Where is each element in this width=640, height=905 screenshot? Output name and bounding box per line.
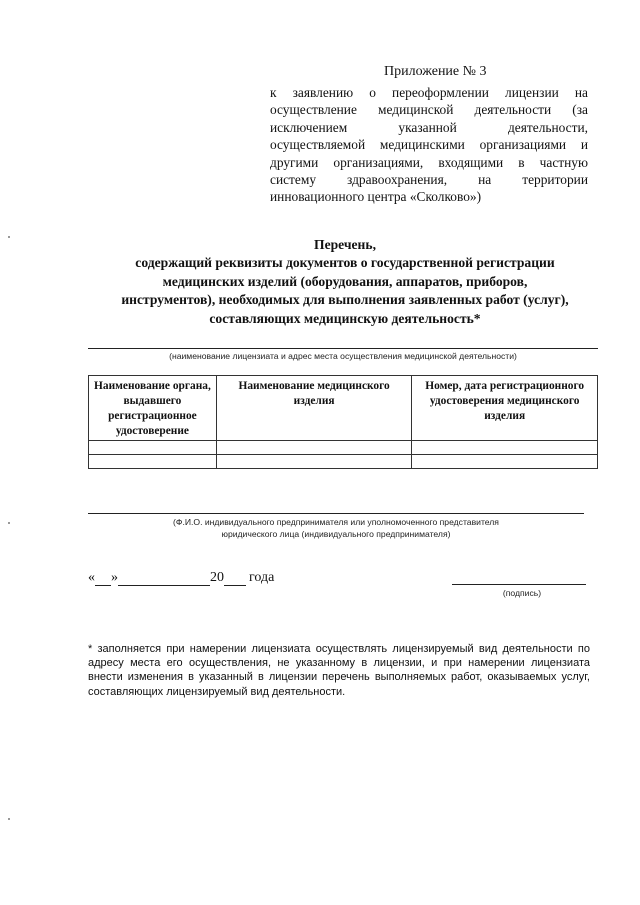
appendix-description: к заявлению о переоформлении лицензии на осуществление медицинской деятельности (за исключением указанной деятельности, осуществляемой медицинскими организациями и другими организациями, входящими в частную систему здравоохранения, на территории инновационного центра «Сколково») — [270, 85, 588, 205]
licensee-field-line[interactable] — [88, 348, 598, 349]
signer-caption-line-2: юридического лица (индивидуального предпринимателя) — [221, 529, 451, 539]
table-header-row — [89, 376, 598, 441]
month-field[interactable] — [118, 571, 210, 586]
day-field[interactable] — [95, 571, 111, 586]
year-field[interactable] — [224, 571, 246, 586]
table-row — [89, 441, 598, 455]
table-cell[interactable] — [216, 455, 412, 469]
licensee-caption: (наименование лицензиата и адрес места осуществления медицинской деятельности) — [169, 351, 517, 361]
date-close-quote: » — [111, 570, 118, 585]
heading-line-3: медицинских изделий (оборудования, аппаратов, приборов, — [162, 273, 528, 289]
date-open-quote: « — [88, 570, 95, 585]
table-cell[interactable] — [216, 441, 412, 455]
heading-line-5: составляющих медицинскую деятельность* — [209, 310, 481, 326]
appendix-title: Приложение № 3 — [384, 64, 487, 79]
signer-caption — [88, 516, 584, 540]
registration-table — [88, 375, 598, 469]
header-device-name: Наименование медицинского изделия — [216, 376, 412, 441]
signer-caption-line-1: (Ф.И.О. индивидуального предпринимателя или уполномоченного представителя — [173, 517, 499, 527]
table-cell[interactable] — [412, 455, 598, 469]
date-field — [88, 570, 274, 586]
table-cell[interactable] — [89, 455, 217, 469]
header-issuing-authority: Наименование органа, выдавшего регистрационное удостоверение — [89, 376, 217, 441]
scan-speck — [8, 236, 10, 238]
year-suffix: года — [249, 570, 275, 585]
table-row — [89, 455, 598, 469]
signature-caption: (подпись) — [502, 588, 542, 598]
year-prefix: 20 — [210, 570, 224, 585]
scan-speck — [8, 522, 10, 524]
table-cell[interactable] — [412, 441, 598, 455]
header-certificate-number-date: Номер, дата регистрационного удостоверения медицинского изделия — [412, 376, 598, 441]
signer-field-line[interactable] — [88, 513, 584, 514]
heading-line-2: содержащий реквизиты документов о государственной регистрации — [135, 255, 555, 271]
heading-line-1: Перечень, — [314, 237, 376, 252]
signature-field-line[interactable] — [452, 584, 586, 585]
document-heading — [86, 236, 604, 328]
scan-speck — [8, 818, 10, 820]
table-cell[interactable] — [89, 441, 217, 455]
footnote: * заполняется при намерении лицензиата осуществлять лицензируемый вид деятельности по адресу места его осуществления, не указанному в лицензии, и при намерении лицензиата внести изменения в указанный в лицензии перечень выполняемых работ, оказываемых услуг, составляющих лицензируемый вид деятельности. — [88, 643, 590, 698]
heading-line-4: инструментов), необходимых для выполнения заявленных работ (услуг), — [121, 292, 569, 308]
